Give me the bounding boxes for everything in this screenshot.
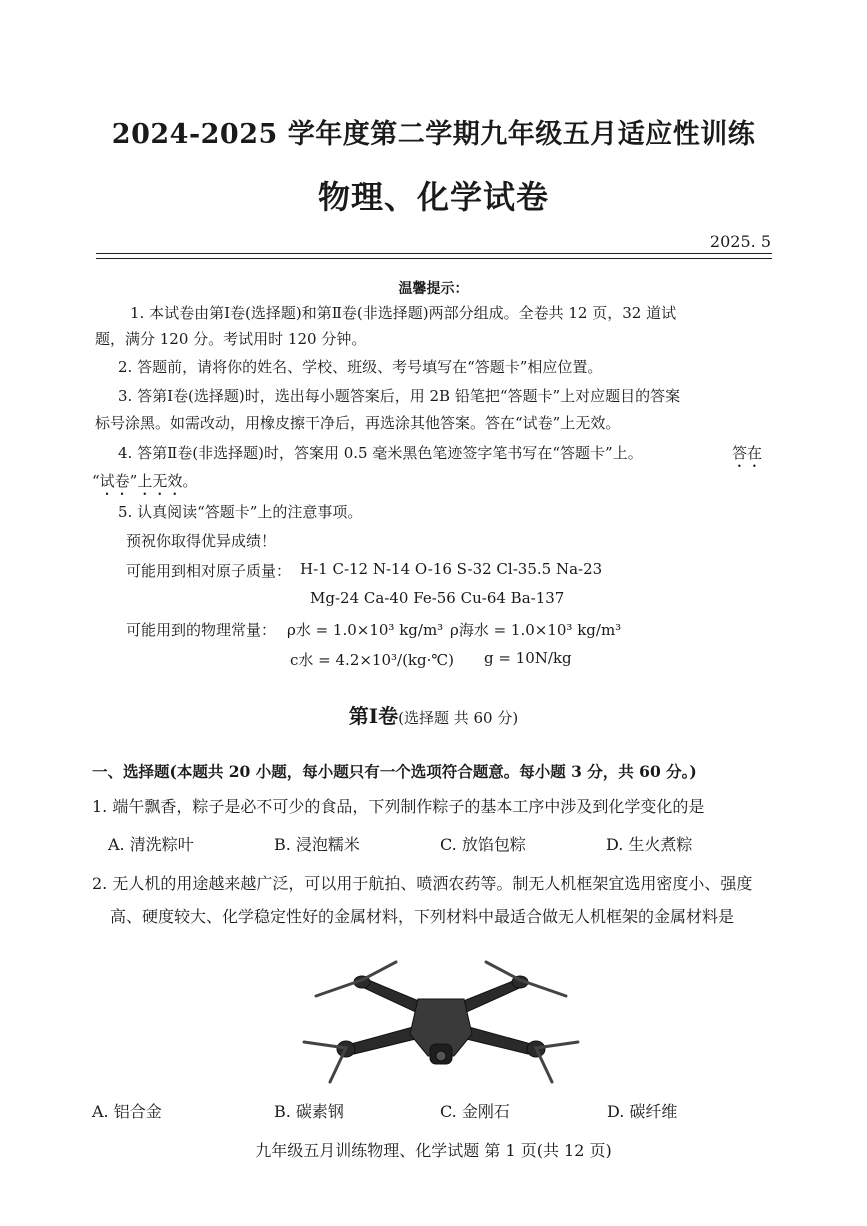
tip-line: 3. 答第Ⅰ卷(选择题)时，选出每小题答案后，用 2B 铅笔把“答题卡”上对应题目的答案 (118, 387, 681, 405)
rho-water: ρ水 = 1.0×10³ kg/m³ (287, 621, 444, 639)
part-heading: 一、选择题(本题共 20 小题，每小题只有一个选项符合题意。每小题 3 分，共 60 分。) (92, 762, 697, 781)
tip-line: 1. 本试卷由第Ⅰ卷(选择题)和第Ⅱ卷(非选择题)两部分组成。全卷共 12 页，32 道试 (130, 304, 677, 322)
tips-heading: 温馨提示： (398, 281, 469, 297)
section-subtitle: (选择题 共 60 分) (398, 709, 519, 727)
option: D. 碳纤维 (607, 1102, 678, 1121)
rho-seawater: ρ海水 = 1.0×10³ kg/m³ (450, 621, 622, 639)
option: A. 铝合金 (92, 1102, 162, 1121)
tip-line: 预祝你取得优异成绩！ (126, 532, 277, 550)
page-footer: 九年级五月训练物理、化学试题 第 1 页(共 12 页) (255, 1141, 612, 1160)
exam-date: 2025. 5 (709, 232, 771, 251)
tip-emphasis: 答在 (732, 444, 763, 462)
tip-line: 题，满分 120 分。考试用时 120 分钟。 (95, 330, 367, 348)
atomic-mass-row: Mg-24 Ca-40 Fe-56 Cu-64 Ba-137 (310, 589, 565, 607)
option: B. 碳素钢 (274, 1102, 344, 1121)
question-stem: 高、硬度较大、化学稳定性好的金属材料，下列材料中最适合做无人机框架的金属材料是 (110, 907, 735, 926)
tip-line: 4. 答第Ⅱ卷(非选择题)时，答案用 0.5 毫米黑色笔迹签字笔书写在“答题卡”上。 (118, 444, 643, 462)
gravity-constant: g = 10N/kg (484, 649, 572, 667)
exam-subject: 物理、化学试卷 (317, 178, 549, 216)
c-water: c水 = 4.2×10³/(kg·℃) (290, 651, 455, 669)
drone-image (296, 944, 586, 1084)
option: C. 放馅包粽 (440, 835, 526, 854)
tip-line: 标号涂黑。如需改动，用橡皮擦干净后，再选涂其他答案。答在“试卷”上无效。 (95, 414, 621, 432)
header-rule-top (96, 253, 772, 254)
atomic-mass-row: H-1 C-12 N-14 O-16 S-32 Cl-35.5 Na-23 (300, 560, 603, 578)
tip-line: “试卷”上无效。 (92, 472, 198, 490)
exam-title: 2024-2025 学年度第二学期九年级五月适应性训练 (111, 119, 756, 150)
question-stem: 1. 端午飘香，粽子是必不可少的食品，下列制作粽子的基本工序中涉及到化学变化的是 (92, 797, 705, 816)
tip-line: 5. 认真阅读“答题卡”上的注意事项。 (118, 503, 363, 521)
physics-constants-label: 可能用到的物理常量： (126, 621, 277, 639)
section-heading (0, 700, 867, 729)
atomic-mass-label: 可能用到相对原子质量： (126, 562, 292, 580)
option: A. 清洗粽叶 (108, 835, 194, 854)
section-title: 第Ⅰ卷 (348, 704, 399, 728)
question-stem: 2. 无人机的用途越来越广泛，可以用于航拍、喷洒农药等。制无人机框架宜选用密度小、强度 (92, 874, 753, 893)
tip-line: 2. 答题前，请将你的姓名、学校、班级、考号填写在“答题卡”相应位置。 (118, 358, 603, 376)
option: C. 金刚石 (440, 1102, 510, 1121)
header-rule-bottom (96, 258, 772, 259)
option: D. 生火煮粽 (606, 835, 693, 854)
option: B. 浸泡糯米 (274, 835, 360, 854)
